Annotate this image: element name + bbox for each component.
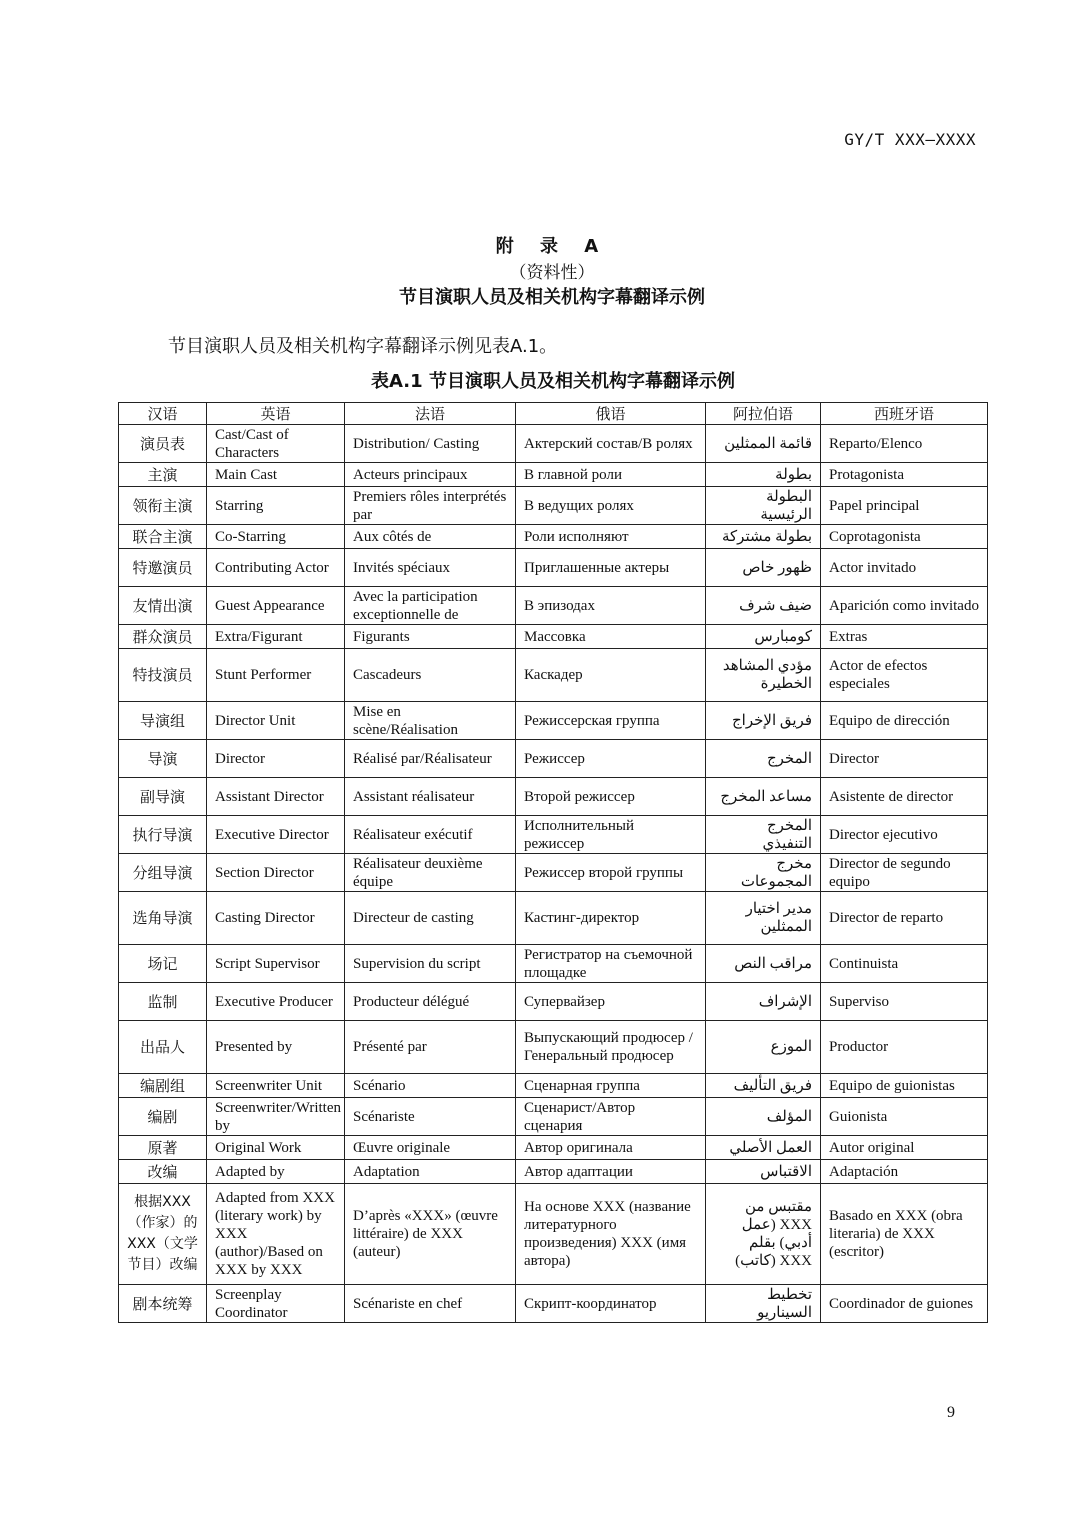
cell-chinese: 原著 bbox=[119, 1136, 207, 1160]
cell-russian: На основе XXX (название литературного произведения) XXX (имя автора) bbox=[516, 1184, 706, 1285]
cell-spanish: Asistente de director bbox=[821, 778, 988, 816]
table-row bbox=[119, 945, 988, 983]
cell-chinese: 友情出演 bbox=[119, 587, 207, 625]
cell-arabic: قائمة الممثلين bbox=[706, 425, 821, 463]
table-row bbox=[119, 778, 988, 816]
cell-spanish: Aparición como invitado bbox=[821, 587, 988, 625]
document-code: GY/T XXX—XXXX bbox=[844, 130, 976, 149]
cell-russian: Массовка bbox=[516, 625, 706, 649]
cell-spanish: Director ejecutivo bbox=[821, 816, 988, 854]
column-header-russian: 俄语 bbox=[516, 403, 706, 425]
cell-russian: Скрипт-координатор bbox=[516, 1285, 706, 1323]
cell-spanish: Actor invitado bbox=[821, 549, 988, 587]
cell-russian: Автор адаптации bbox=[516, 1160, 706, 1184]
table-row bbox=[119, 892, 988, 945]
cell-arabic: بطولة مشتركة bbox=[706, 525, 821, 549]
cell-chinese: 选角导演 bbox=[119, 892, 207, 945]
cell-arabic: الموزع bbox=[706, 1021, 821, 1074]
cell-english: Screenplay Coordinator bbox=[207, 1285, 345, 1323]
cell-russian: В ведущих ролях bbox=[516, 487, 706, 525]
cell-arabic: العمل الأصلي bbox=[706, 1136, 821, 1160]
cell-english: Director Unit bbox=[207, 702, 345, 740]
cell-english: Presented by bbox=[207, 1021, 345, 1074]
cell-spanish: Protagonista bbox=[821, 463, 988, 487]
cell-french: Producteur délégué bbox=[345, 983, 516, 1021]
cell-french: Avec la participation exceptionnelle de bbox=[345, 587, 516, 625]
cell-english: Section Director bbox=[207, 854, 345, 892]
cell-english: Adapted by bbox=[207, 1160, 345, 1184]
cell-chinese: 副导演 bbox=[119, 778, 207, 816]
cell-english: Extra/Figurant bbox=[207, 625, 345, 649]
cell-arabic: ظهور خاص bbox=[706, 549, 821, 587]
cell-french: Réalisateur deuxième équipe bbox=[345, 854, 516, 892]
appendix-nature: （资料性） bbox=[509, 263, 595, 283]
cell-french: D’après «XXX» (œuvre littéraire) de XXX (auteur) bbox=[345, 1184, 516, 1285]
cell-arabic: البطولة الرئيسية bbox=[706, 487, 821, 525]
cell-arabic: المخرج bbox=[706, 740, 821, 778]
cell-chinese: 演员表 bbox=[119, 425, 207, 463]
translation-table bbox=[118, 402, 988, 1323]
column-header-arabic: 阿拉伯语 bbox=[706, 403, 821, 425]
cell-arabic: الإشراف bbox=[706, 983, 821, 1021]
cell-chinese: 特邀演员 bbox=[119, 549, 207, 587]
cell-arabic: مدير اختيار الممثلين bbox=[706, 892, 821, 945]
cell-spanish: Continuista bbox=[821, 945, 988, 983]
cell-english: Cast/Cast of Characters bbox=[207, 425, 345, 463]
cell-english: Casting Director bbox=[207, 892, 345, 945]
cell-chinese: 分组导演 bbox=[119, 854, 207, 892]
cell-english: Executive Director bbox=[207, 816, 345, 854]
cell-spanish: Director de reparto bbox=[821, 892, 988, 945]
table-row bbox=[119, 463, 988, 487]
cell-spanish: Director de segundo equipo bbox=[821, 854, 988, 892]
cell-french: Assistant réalisateur bbox=[345, 778, 516, 816]
cell-russian: Каскадер bbox=[516, 649, 706, 702]
cell-english: Main Cast bbox=[207, 463, 345, 487]
cell-russian: Исполнительный режиссер bbox=[516, 816, 706, 854]
cell-chinese: 特技演员 bbox=[119, 649, 207, 702]
cell-russian: Выпускающий продюсер / Генеральный продюсер bbox=[516, 1021, 706, 1074]
cell-spanish: Reparto/Elenco bbox=[821, 425, 988, 463]
cell-arabic: مساعد المخرج bbox=[706, 778, 821, 816]
column-header-french: 法语 bbox=[345, 403, 516, 425]
cell-russian: Сценарист/Автор сценария bbox=[516, 1098, 706, 1136]
cell-french: Scénariste bbox=[345, 1098, 516, 1136]
table-row bbox=[119, 1074, 988, 1098]
cell-russian: Режиссер bbox=[516, 740, 706, 778]
cell-chinese: 根据XXX（作家）的XXX（文学节目）改编 bbox=[119, 1184, 207, 1285]
cell-english: Script Supervisor bbox=[207, 945, 345, 983]
cell-chinese: 导演组 bbox=[119, 702, 207, 740]
table-row bbox=[119, 1136, 988, 1160]
cell-arabic: مخرج المجموعات bbox=[706, 854, 821, 892]
cell-french: Cascadeurs bbox=[345, 649, 516, 702]
cell-russian: Режиссер второй группы bbox=[516, 854, 706, 892]
cell-arabic: الاقتباس bbox=[706, 1160, 821, 1184]
cell-chinese: 改编 bbox=[119, 1160, 207, 1184]
cell-spanish: Coordinador de guiones bbox=[821, 1285, 988, 1323]
cell-english: Assistant Director bbox=[207, 778, 345, 816]
cell-french: Œuvre originale bbox=[345, 1136, 516, 1160]
cell-chinese: 编剧 bbox=[119, 1098, 207, 1136]
cell-spanish: Superviso bbox=[821, 983, 988, 1021]
cell-spanish: Director bbox=[821, 740, 988, 778]
cell-french: Figurants bbox=[345, 625, 516, 649]
cell-russian: Регистратор на съемочной площадке bbox=[516, 945, 706, 983]
cell-french: Scénario bbox=[345, 1074, 516, 1098]
table-row bbox=[119, 1285, 988, 1323]
table-row bbox=[119, 625, 988, 649]
cell-russian: Сценарная группа bbox=[516, 1074, 706, 1098]
table-row bbox=[119, 854, 988, 892]
cell-arabic: المخرج التنفيذي bbox=[706, 816, 821, 854]
table-row bbox=[119, 740, 988, 778]
appendix-label: 附 录 A bbox=[495, 236, 609, 257]
cell-chinese: 领衔主演 bbox=[119, 487, 207, 525]
cell-russian: Режиссерская группа bbox=[516, 702, 706, 740]
cell-spanish: Equipo de guionistas bbox=[821, 1074, 988, 1098]
cell-spanish: Coprotagonista bbox=[821, 525, 988, 549]
cell-spanish: Productor bbox=[821, 1021, 988, 1074]
cell-spanish: Guionista bbox=[821, 1098, 988, 1136]
cell-english: Executive Producer bbox=[207, 983, 345, 1021]
cell-english: Adapted from XXX (literary work) by XXX (author)/Based on XXX by XXX bbox=[207, 1184, 345, 1285]
cell-spanish: Adaptación bbox=[821, 1160, 988, 1184]
cell-russian: Роли исполняют bbox=[516, 525, 706, 549]
table-row bbox=[119, 1021, 988, 1074]
cell-chinese: 场记 bbox=[119, 945, 207, 983]
cell-spanish: Extras bbox=[821, 625, 988, 649]
cell-french: Réalisé par/Réalisateur bbox=[345, 740, 516, 778]
cell-english: Screenwriter/Written by bbox=[207, 1098, 345, 1136]
table-row bbox=[119, 587, 988, 625]
cell-french: Premiers rôles interprétés par bbox=[345, 487, 516, 525]
cell-french: Aux côtés de bbox=[345, 525, 516, 549]
appendix-title: 节目演职人员及相关机构字幕翻译示例 bbox=[399, 287, 705, 308]
table-row bbox=[119, 1184, 988, 1285]
cell-chinese: 群众演员 bbox=[119, 625, 207, 649]
cell-russian: Автор оригинала bbox=[516, 1136, 706, 1160]
column-header-english: 英语 bbox=[207, 403, 345, 425]
table-row bbox=[119, 1160, 988, 1184]
cell-arabic: فريق التأليف bbox=[706, 1074, 821, 1098]
cell-french: Directeur de casting bbox=[345, 892, 516, 945]
cell-french: Réalisateur exécutif bbox=[345, 816, 516, 854]
cell-russian: Кастинг-директор bbox=[516, 892, 706, 945]
cell-russian: В эпизодах bbox=[516, 587, 706, 625]
cell-english: Co-Starring bbox=[207, 525, 345, 549]
cell-english: Original Work bbox=[207, 1136, 345, 1160]
table-row bbox=[119, 549, 988, 587]
cell-arabic: فريق الإخراج bbox=[706, 702, 821, 740]
cell-french: Mise en scène/Réalisation bbox=[345, 702, 516, 740]
table-row bbox=[119, 702, 988, 740]
cell-spanish: Actor de efectos especiales bbox=[821, 649, 988, 702]
page-number: 9 bbox=[947, 1404, 955, 1421]
cell-arabic: المؤلف bbox=[706, 1098, 821, 1136]
cell-french: Acteurs principaux bbox=[345, 463, 516, 487]
cell-french: Invités spéciaux bbox=[345, 549, 516, 587]
cell-arabic: ضيف شرف bbox=[706, 587, 821, 625]
table-body bbox=[119, 425, 988, 1323]
cell-russian: Актерский состав/В ролях bbox=[516, 425, 706, 463]
cell-english: Stunt Performer bbox=[207, 649, 345, 702]
table-row bbox=[119, 649, 988, 702]
table-row bbox=[119, 487, 988, 525]
cell-spanish: Autor original bbox=[821, 1136, 988, 1160]
cell-arabic: مؤدي المشاهد الخطيرة bbox=[706, 649, 821, 702]
cell-english: Contributing Actor bbox=[207, 549, 345, 587]
cell-chinese: 剧本统筹 bbox=[119, 1285, 207, 1323]
cell-arabic: بطولة bbox=[706, 463, 821, 487]
cell-spanish: Papel principal bbox=[821, 487, 988, 525]
cell-arabic: تخطيط السيناريو bbox=[706, 1285, 821, 1323]
cell-arabic: مراقب النص bbox=[706, 945, 821, 983]
table-row bbox=[119, 983, 988, 1021]
cell-chinese: 导演 bbox=[119, 740, 207, 778]
column-header-spanish: 西班牙语 bbox=[821, 403, 988, 425]
cell-french: Scénariste en chef bbox=[345, 1285, 516, 1323]
cell-chinese: 监制 bbox=[119, 983, 207, 1021]
cell-arabic: مقتبس من XXX (عمل أدبي) بقلم XXX (كاتب) bbox=[706, 1184, 821, 1285]
table-row bbox=[119, 816, 988, 854]
cell-english: Director bbox=[207, 740, 345, 778]
column-header-chinese: 汉语 bbox=[119, 403, 207, 425]
cell-french: Adaptation bbox=[345, 1160, 516, 1184]
cell-chinese: 编剧组 bbox=[119, 1074, 207, 1098]
cell-french: Supervision du script bbox=[345, 945, 516, 983]
table-row bbox=[119, 425, 988, 463]
table-row bbox=[119, 525, 988, 549]
cell-arabic: كومبارس bbox=[706, 625, 821, 649]
cell-chinese: 执行导演 bbox=[119, 816, 207, 854]
table-caption: 表A.1 节目演职人员及相关机构字幕翻译示例 bbox=[371, 371, 735, 392]
cell-chinese: 联合主演 bbox=[119, 525, 207, 549]
table-header-row bbox=[119, 403, 988, 425]
cell-russian: Супервайзер bbox=[516, 983, 706, 1021]
cell-spanish: Basado en XXX (obra literaria) de XXX (escritor) bbox=[821, 1184, 988, 1285]
cell-russian: Второй режиссер bbox=[516, 778, 706, 816]
cell-russian: В главной роли bbox=[516, 463, 706, 487]
cell-russian: Приглашенные актеры bbox=[516, 549, 706, 587]
cell-spanish: Equipo de dirección bbox=[821, 702, 988, 740]
cell-english: Screenwriter Unit bbox=[207, 1074, 345, 1098]
cell-chinese: 出品人 bbox=[119, 1021, 207, 1074]
intro-paragraph: 节目演职人员及相关机构字幕翻译示例见表A.1。 bbox=[168, 336, 558, 357]
cell-french: Distribution/ Casting bbox=[345, 425, 516, 463]
cell-french: Présenté par bbox=[345, 1021, 516, 1074]
table-row bbox=[119, 1098, 988, 1136]
cell-english: Starring bbox=[207, 487, 345, 525]
cell-english: Guest Appearance bbox=[207, 587, 345, 625]
cell-chinese: 主演 bbox=[119, 463, 207, 487]
